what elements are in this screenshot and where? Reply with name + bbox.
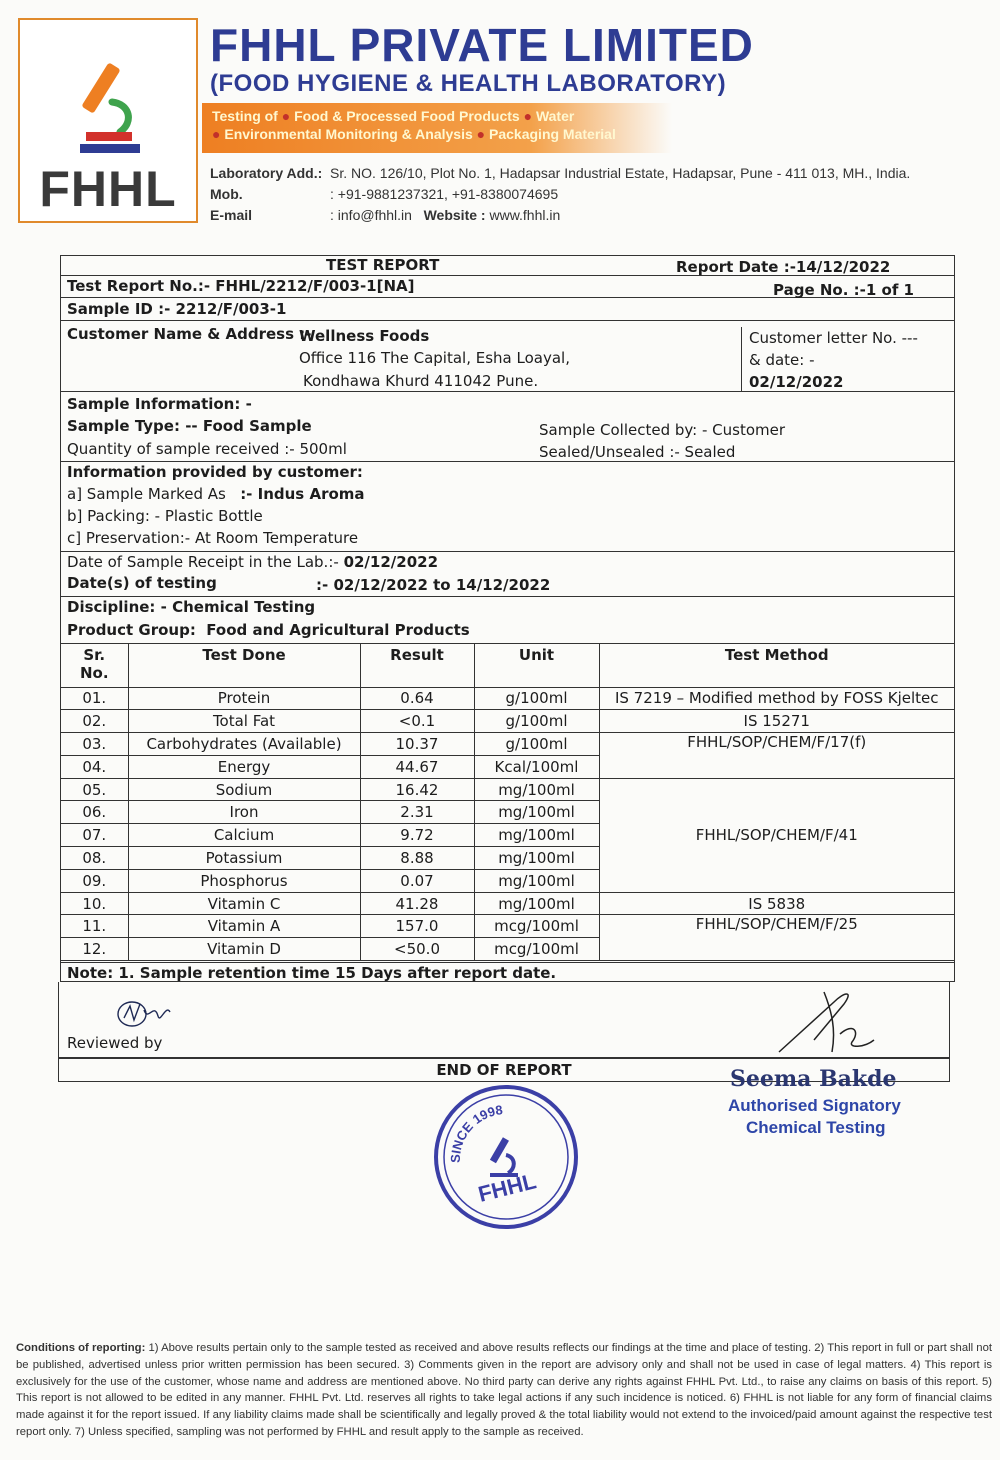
cell-sr: 03. <box>61 733 128 756</box>
table-row <box>61 778 954 801</box>
table-header-row <box>61 644 954 687</box>
customer-name: Wellness Foods <box>299 327 430 345</box>
sample-marked-as <box>67 485 365 503</box>
cell-unit: mcg/100ml <box>474 915 599 938</box>
sample-info-label: Sample Information: - <box>67 395 252 413</box>
conditions-label: Conditions of reporting: <box>16 1342 146 1354</box>
stamp-since-text: SINCE 1998 <box>447 1102 504 1164</box>
cell-method: FHHL/SOP/CHEM/F/41 <box>599 778 954 892</box>
cell-sr: 05. <box>61 778 128 801</box>
cell-sr: 01. <box>61 687 128 710</box>
sample-sealed-status: Sealed/Unsealed :- Sealed <box>539 443 736 461</box>
table-row <box>61 892 954 915</box>
discipline: Discipline: - Chemical Testing <box>67 598 316 616</box>
table-row <box>61 710 954 733</box>
marked-as-value: :- Indus Aroma <box>240 485 365 503</box>
page-number: Page No. :-1 of 1 <box>773 281 914 299</box>
table-row <box>61 687 954 710</box>
signatory-name: Seema Bakde <box>730 1066 897 1092</box>
cell-unit: g/100ml <box>474 687 599 710</box>
cell-result: 0.07 <box>360 869 474 892</box>
receipt-value: 02/12/2022 <box>343 553 439 571</box>
table-row <box>61 733 954 756</box>
service-item: Environmental Monitoring & Analysis <box>224 126 473 142</box>
column-header-unit: Unit <box>474 644 599 687</box>
website-value[interactable]: www.fhhl.in <box>489 207 561 223</box>
cell-test: Calcium <box>128 824 360 847</box>
lab-contact <box>210 207 560 223</box>
cell-test: Iron <box>128 801 360 824</box>
logo-text: FHHL <box>39 161 177 217</box>
company-subtitle: (FOOD HYGIENE & HEALTH LABORATORY) <box>210 70 727 97</box>
cell-unit: mg/100ml <box>474 778 599 801</box>
microscope-logo-icon <box>78 56 148 166</box>
customer-info-label: Information provided by customer: <box>67 463 363 481</box>
signatory-role: Authorised Signatory <box>728 1096 901 1115</box>
column-header-method: Test Method <box>599 644 954 687</box>
report-date: Report Date :-14/12/2022 <box>676 258 891 276</box>
report-number: Test Report No.:- FHHL/2212/F/003-1[NA] <box>67 277 415 295</box>
cell-unit: Kcal/100ml <box>474 755 599 778</box>
website-label: Website : <box>423 207 486 223</box>
testing-of-label: Testing of <box>212 108 278 124</box>
cell-unit: g/100ml <box>474 733 599 756</box>
service-item: Packaging Material <box>489 126 616 142</box>
lab-address <box>210 165 910 181</box>
sample-quantity: Quantity of sample received :- 500ml <box>67 440 347 458</box>
cell-test: Total Fat <box>128 710 360 733</box>
cell-result: 44.67 <box>360 755 474 778</box>
receipt-date <box>67 553 438 571</box>
cell-unit: mg/100ml <box>474 869 599 892</box>
sample-id: Sample ID :- 2212/F/003-1 <box>67 300 287 318</box>
cell-sr: 12. <box>61 938 128 961</box>
lab-mobile <box>210 186 558 202</box>
cell-method: IS 5838 <box>599 892 954 915</box>
lab-stamp <box>432 1083 580 1231</box>
cell-result: 41.28 <box>360 892 474 915</box>
cell-result: 9.72 <box>360 824 474 847</box>
receipt-label: Date of Sample Receipt in the Lab.:- <box>67 553 339 571</box>
cell-test: Potassium <box>128 847 360 870</box>
stamp-name-text: FHHL <box>475 1168 539 1207</box>
reviewed-by-label: Reviewed by <box>67 1034 163 1052</box>
customer-letter-date-label: & date: - <box>749 351 815 369</box>
sample-collected-by: Sample Collected by: - Customer <box>539 421 786 439</box>
authorised-signature <box>774 982 884 1058</box>
report-title: TEST REPORT <box>326 256 440 274</box>
cell-result: <0.1 <box>360 710 474 733</box>
product-group-label: Product Group: <box>67 621 196 639</box>
address-value: Sr. NO. 126/10, Plot No. 1, Hadapsar Industrial Estate, Hadapsar, Pune - 411 013, MH., India. <box>330 165 911 181</box>
cell-method: IS 15271 <box>599 710 954 733</box>
cell-unit: mg/100ml <box>474 847 599 870</box>
table-row <box>61 915 954 938</box>
cell-unit: mg/100ml <box>474 801 599 824</box>
cell-unit: mg/100ml <box>474 824 599 847</box>
cell-test: Phosphorus <box>128 869 360 892</box>
cell-test: Vitamin A <box>128 915 360 938</box>
cell-result: 2.31 <box>360 801 474 824</box>
customer-address-line: Kondhawa Khurd 411042 Pune. <box>303 372 539 390</box>
product-group <box>67 621 470 639</box>
cell-test: Vitamin D <box>128 938 360 961</box>
cell-method: FHHL/SOP/CHEM/F/25 <box>599 915 954 961</box>
column-header-result: Result <box>360 644 474 687</box>
results-table <box>61 644 954 961</box>
signatory-department: Chemical Testing <box>746 1118 886 1137</box>
testing-dates: :- 02/12/2022 to 14/12/2022 <box>316 576 551 594</box>
customer-address-line: Office 116 The Capital, Esha Loayal, <box>299 349 570 367</box>
test-report <box>60 255 955 982</box>
cell-unit: mcg/100ml <box>474 938 599 961</box>
end-of-report: END OF REPORT <box>58 1058 950 1082</box>
cell-result: 0.64 <box>360 687 474 710</box>
cell-result: <50.0 <box>360 938 474 961</box>
company-name: FHHL PRIVATE LIMITED <box>210 19 754 71</box>
cell-test: Carbohydrates (Available) <box>128 733 360 756</box>
marked-as-label: a] Sample Marked As <box>67 485 226 503</box>
cell-sr: 04. <box>61 755 128 778</box>
cell-sr: 10. <box>61 892 128 915</box>
company-logo <box>18 18 198 223</box>
cell-test: Vitamin C <box>128 892 360 915</box>
cell-sr: 02. <box>61 710 128 733</box>
sample-packing: b] Packing: - Plastic Bottle <box>67 507 263 525</box>
cell-sr: 11. <box>61 915 128 938</box>
cell-sr: 07. <box>61 824 128 847</box>
conditions-of-reporting <box>16 1340 992 1441</box>
column-header-sr: Sr. No. <box>61 644 128 687</box>
review-section <box>58 982 950 1058</box>
cell-result: 157.0 <box>360 915 474 938</box>
cell-unit: mg/100ml <box>474 892 599 915</box>
stamp-microscope-icon <box>490 1137 518 1177</box>
reviewer-signature <box>114 994 174 1030</box>
cell-unit: g/100ml <box>474 710 599 733</box>
customer-label: Customer Name & Address :- <box>67 325 312 343</box>
sample-type: Sample Type: -- Food Sample <box>67 417 312 435</box>
cell-result: 8.88 <box>360 847 474 870</box>
email-value[interactable]: : info@fhhl.in <box>330 207 412 223</box>
sample-preservation: c] Preservation:- At Room Temperature <box>67 529 359 547</box>
cell-method: FHHL/SOP/CHEM/F/17(f) <box>599 733 954 779</box>
cell-sr: 09. <box>61 869 128 892</box>
cell-result: 16.42 <box>360 778 474 801</box>
testing-dates-label: Date(s) of testing <box>67 574 217 592</box>
conditions-text: 1) Above results pertain only to the sample tested as received and above results reflects our findings at the time and place of testing. 2) This report in full or part shall not be published, advertised unless prior written permission has been secured. 3) Comments given in the report are advisory only and shall not be used in case of legal matters. 4) This report is exclusively for the use of the customer, whose name and address are mentioned above. No third party can derive any rights against FHHL Pvt. Ltd., to raise any claims on basis of this report. 5) This report is not allowed to be edited in any manner. FHHL Pvt. Ltd. reserves all rights to take legal actions if any such incidence is noticed. 6) FHHL is not liable for any form of financial claims made against it for the report issued. If any liability claims made shall be scientifically and legally proved & the total liability would not extend to the invoiced/paid amount against the respective test report only. 7) Unless specified, sampling was not performed by FHHL and result apply to the sample as received. <box>16 1342 992 1438</box>
cell-test: Protein <box>128 687 360 710</box>
column-header-test: Test Done <box>128 644 360 687</box>
services-band: Testing of ● Food & Processed Food Products ● Water ● Environmental Monitoring & Analysis ● Packaging Material <box>202 103 672 153</box>
service-item: Water <box>535 108 575 124</box>
cell-result: 10.37 <box>360 733 474 756</box>
mobile-value: : +91-9881237321, +91-8380074695 <box>330 186 559 202</box>
customer-letter-date: 02/12/2022 <box>749 373 844 391</box>
email-label: E-mail <box>210 207 253 223</box>
cell-sr: 08. <box>61 847 128 870</box>
mobile-label: Mob. <box>210 186 243 202</box>
cell-test: Energy <box>128 755 360 778</box>
customer-letter-no: Customer letter No. --- <box>749 329 918 347</box>
product-group-value: Food and Agricultural Products <box>206 621 470 639</box>
service-item: Food & Processed Food Products <box>294 108 520 124</box>
cell-test: Sodium <box>128 778 360 801</box>
cell-method: IS 7219 – Modified method by FOSS Kjeltec <box>599 687 954 710</box>
report-note: Note: 1. Sample retention time 15 Days after report date. <box>67 964 557 982</box>
cell-sr: 06. <box>61 801 128 824</box>
address-label: Laboratory Add.: <box>210 165 323 181</box>
